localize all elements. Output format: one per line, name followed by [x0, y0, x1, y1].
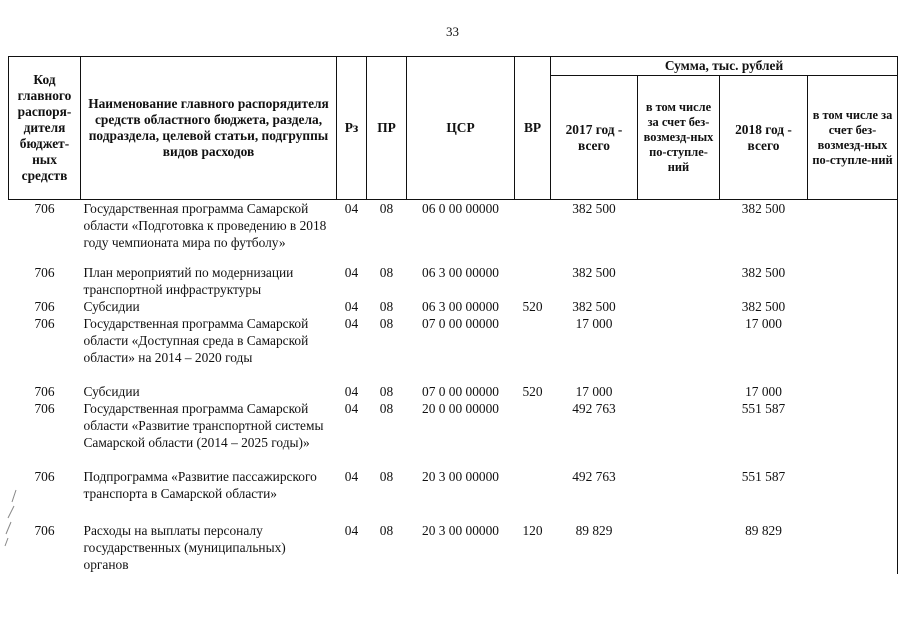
cell-vr: 120	[522, 522, 543, 538]
cell-code: 706	[34, 383, 55, 399]
cell-vr	[515, 468, 551, 522]
cell-2018-total: 17 000	[745, 315, 782, 331]
table-header	[9, 57, 898, 200]
cell-rz: 04	[344, 315, 359, 331]
cell-2018-total: 17 000	[745, 383, 782, 399]
cell-vr	[515, 315, 551, 383]
cell-csr: 20 3 00 00000	[422, 468, 499, 484]
cell-2017-incl	[638, 315, 720, 383]
table-row	[9, 383, 898, 400]
cell-2017-incl	[638, 264, 720, 298]
cell-code: 706	[34, 264, 55, 280]
cell-vr: 520	[522, 383, 543, 399]
cell-2017-incl	[638, 468, 720, 522]
cell-2017-incl	[638, 522, 720, 574]
table-row	[9, 315, 898, 383]
cell-code: 706	[34, 400, 55, 416]
header-sum: Сумма, тыс. рублей	[551, 57, 898, 76]
cell-2018-incl	[808, 264, 898, 298]
table-row	[9, 400, 898, 468]
cell-vr: 520	[522, 298, 543, 314]
table-row	[9, 264, 898, 298]
cell-2018-incl	[808, 200, 898, 264]
cell-2017-total: 492 763	[572, 400, 616, 416]
header-rz: Рз	[337, 57, 367, 200]
cell-pr: 08	[379, 468, 394, 484]
cell-name: Субсидии	[83, 383, 140, 399]
cell-code: 706	[34, 468, 55, 484]
cell-name: Государственная программа Самарской области «Доступная среда в Самарской области» на 2014 – 2020 годы	[83, 315, 309, 365]
table-body	[9, 200, 898, 574]
header-2017-incl: в том числе за счет без-возмезд-ных по-ступле-ний	[638, 76, 720, 200]
cell-csr: 07 0 00 00000	[422, 315, 499, 331]
table-row	[9, 298, 898, 315]
cell-2017-incl	[638, 298, 720, 315]
cell-2018-total: 89 829	[745, 522, 782, 538]
cell-code: 706	[34, 522, 55, 538]
cell-name: Субсидии	[83, 298, 140, 314]
cell-2018-incl	[808, 383, 898, 400]
cell-2017-total: 89 829	[575, 522, 613, 538]
cell-pr: 08	[379, 383, 394, 399]
header-code: Код главного распоря-дителя бюджет-ных средств	[9, 57, 81, 200]
cell-csr: 06 0 00 00000	[422, 201, 499, 216]
cell-2018-total: 551 587	[741, 468, 786, 484]
cell-pr: 08	[379, 522, 394, 538]
header-csr: ЦСР	[407, 57, 515, 200]
cell-2017-total: 382 500	[572, 298, 616, 314]
cell-rz: 04	[344, 522, 359, 538]
table-row	[9, 522, 898, 574]
cell-code: 706	[34, 315, 55, 331]
cell-code: 706	[34, 201, 55, 216]
cell-csr: 20 3 00 00000	[422, 522, 499, 538]
cell-rz: 04	[344, 468, 359, 484]
cell-pr: 08	[379, 400, 394, 416]
cell-name: Государственная программа Самарской области «Развитие транспортной системы Самарской области (2014 – 2025 годы)»	[83, 400, 324, 450]
cell-2018-incl	[808, 315, 898, 383]
cell-name: Подпрограмма «Развитие пассажирского транспорта в Самарской области»	[83, 468, 317, 501]
cell-name: Государственная программа Самарской области «Подготовка к проведению в 2018 году чемпионата мира по футболу»	[83, 201, 327, 250]
cell-2018-total: 382 500	[741, 264, 786, 280]
header-2017-total: 2017 год - всего	[551, 76, 638, 200]
table-row	[9, 200, 898, 264]
cell-2017-total: 382 500	[572, 264, 616, 280]
header-vr: ВР	[515, 57, 551, 200]
cell-rz: 04	[344, 201, 359, 216]
cell-csr: 20 0 00 00000	[422, 400, 499, 416]
cell-2018-total: 551 587	[741, 400, 786, 416]
cell-2017-incl	[638, 400, 720, 468]
cell-2018-total: 382 500	[741, 201, 786, 216]
cell-2018-incl	[808, 468, 898, 522]
cell-csr: 06 3 00 00000	[422, 264, 499, 280]
cell-2017-incl	[638, 383, 720, 400]
cell-csr: 06 3 00 00000	[422, 298, 499, 314]
cell-2017-total: 17 000	[575, 383, 613, 399]
cell-2018-total: 382 500	[741, 298, 786, 314]
cell-name: Расходы на выплаты персоналу государственных (муниципальных) органов	[83, 522, 286, 572]
header-pr: ПР	[367, 57, 407, 200]
cell-vr	[515, 200, 551, 264]
header-2018-total: 2018 год - всего	[720, 76, 808, 200]
cell-code: 706	[34, 298, 55, 314]
cell-2018-incl	[808, 522, 898, 574]
cell-2018-incl	[808, 298, 898, 315]
cell-pr: 08	[379, 264, 394, 280]
cell-2018-incl	[808, 400, 898, 468]
header-name: Наименование главного распорядителя средств областного бюджета, раздела, подраздела, целевой статьи, подгруппы видов расходов	[81, 57, 337, 200]
header-2018-incl: в том числе за счет без-возмезд-ных по-ступле-ний	[808, 76, 898, 200]
budget-table	[8, 56, 898, 574]
scan-artifact-mark	[2, 488, 20, 548]
cell-rz: 04	[344, 298, 359, 314]
cell-name: План мероприятий по модернизации транспортной инфраструктуры	[83, 264, 294, 297]
cell-2017-total: 492 763	[572, 468, 616, 484]
cell-pr: 08	[379, 315, 394, 331]
cell-2017-total: 382 500	[572, 201, 616, 216]
cell-pr: 08	[379, 298, 394, 314]
cell-2017-incl	[638, 200, 720, 264]
cell-rz: 04	[344, 383, 359, 399]
cell-vr	[515, 400, 551, 468]
cell-rz: 04	[344, 400, 359, 416]
table-row	[9, 468, 898, 522]
cell-vr	[515, 264, 551, 298]
cell-csr: 07 0 00 00000	[422, 383, 499, 399]
page-number: 33	[446, 24, 459, 39]
cell-pr: 08	[379, 201, 394, 216]
cell-2017-total: 17 000	[575, 315, 613, 331]
cell-rz: 04	[344, 264, 359, 280]
